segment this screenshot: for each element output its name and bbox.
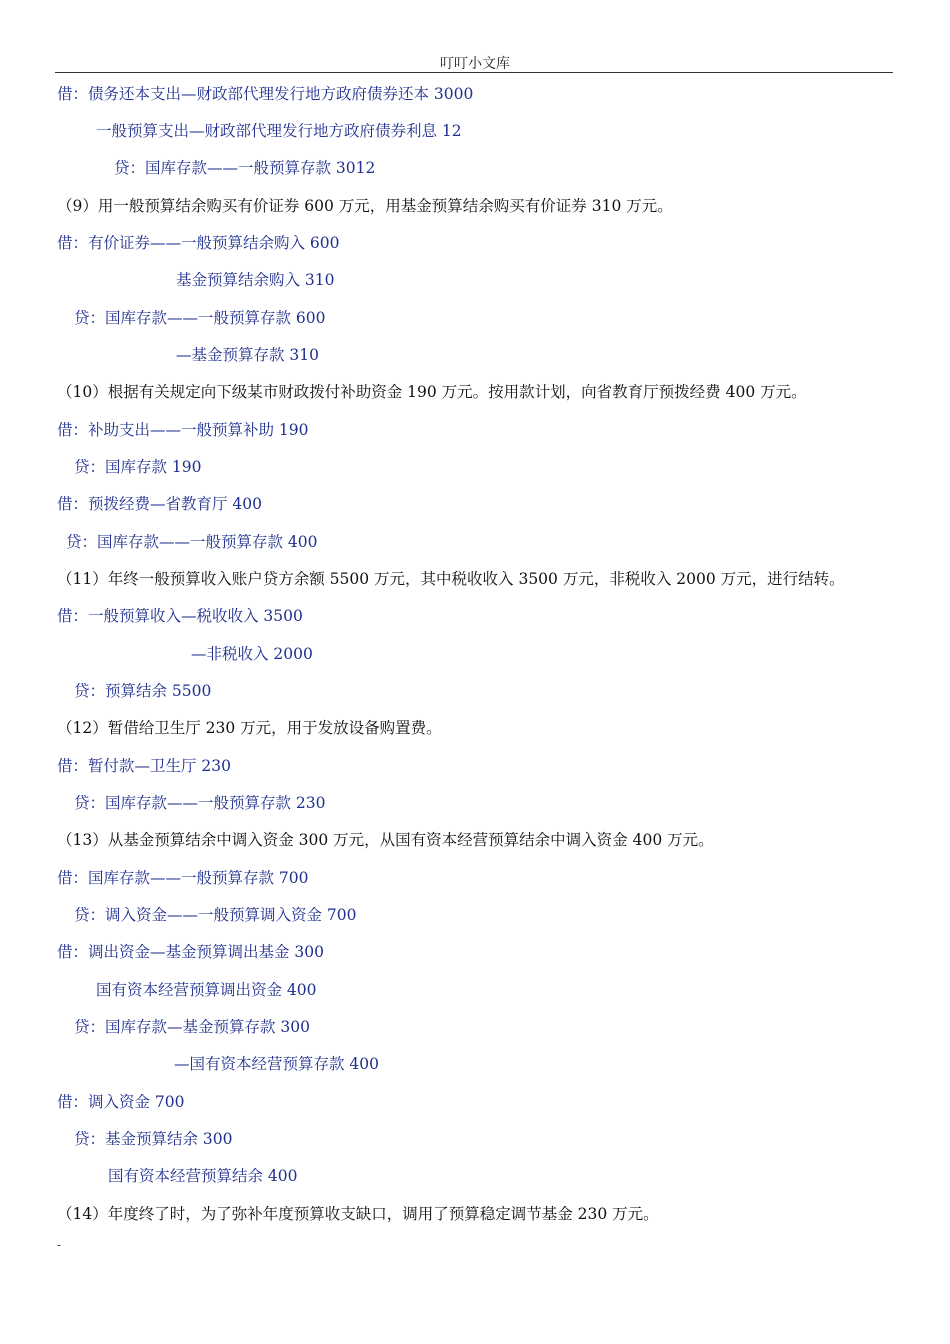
- journal-entry-line: 借：一般预算收入—税收收入 3500: [57, 607, 303, 625]
- journal-entry-line: 贷：国库存款——一般预算存款 230: [74, 794, 326, 812]
- journal-entry-line: 国有资本经营预算结余 400: [108, 1167, 298, 1185]
- journal-entry-line: 贷：调入资金——一般预算调入资金 700: [74, 906, 357, 924]
- problem-statement: （12）暂借给卫生厅 230 万元，用于发放设备购置费。: [57, 719, 442, 737]
- journal-entry-line: 借：债务还本支出—财政部代理发行地方政府债券还本 3000: [57, 85, 474, 103]
- problem-statement: （11）年终一般预算收入账户贷方余额 5500 万元，其中税收收入 3500 万元，非税收入 2000 万元，进行结转。: [57, 570, 845, 588]
- journal-entry-line: 贷：国库存款——一般预算存款 600: [74, 309, 326, 327]
- problem-statement: （14）年度终了时，为了弥补年度预算收支缺口，调用了预算稳定调节基金 230 万元。: [57, 1205, 659, 1223]
- journal-entry-line: 贷：国库存款—基金预算存款 300: [74, 1018, 311, 1036]
- problem-statement: （9）用一般预算结余购买有价证券 600 万元，用基金预算结余购买有价证券 310 万元。: [57, 197, 673, 215]
- problem-statement: （13）从基金预算结余中调入资金 300 万元，从国有资本经营预算结余中调入资金 400 万元。: [57, 831, 714, 849]
- journal-entry-line: 贷：国库存款 190: [74, 458, 202, 476]
- journal-entry-line: 贷：国库存款——一般预算存款 400: [66, 533, 318, 551]
- journal-entry-line: 一般预算支出—财政部代理发行地方政府债券利息 12: [96, 122, 462, 140]
- journal-entry-line: 贷：基金预算结余 300: [74, 1130, 233, 1148]
- journal-entry-line: 贷：国库存款——一般预算存款 3012: [114, 159, 376, 177]
- page-footer-mark: -: [57, 1238, 62, 1252]
- header-divider: [55, 72, 893, 73]
- problem-statement: （10）根据有关规定向下级某市财政拨付补助资金 190 万元。按用款计划，向省教育厅预拨经费 400 万元。: [57, 383, 807, 401]
- journal-entry-line: 借：有价证券——一般预算结余购入 600: [57, 234, 340, 252]
- journal-entry-line: —非税收入 2000: [191, 645, 313, 663]
- journal-entry-line: 国有资本经营预算调出资金 400: [96, 981, 317, 999]
- journal-entry-line: —国有资本经营预算存款 400: [174, 1055, 380, 1073]
- journal-entry-line: 贷：预算结余 5500: [74, 682, 212, 700]
- journal-entry-line: 借：暂付款—卫生厅 230: [57, 757, 232, 775]
- journal-entry-line: 借：补助支出——一般预算补助 190: [57, 421, 309, 439]
- journal-entry-line: 借：调入资金 700: [57, 1093, 185, 1111]
- journal-entry-line: 借：预拨经费—省教育厅 400: [57, 495, 263, 513]
- journal-entry-line: 借：国库存款——一般预算存款 700: [57, 869, 309, 887]
- page-header-title: 叮叮小文库: [440, 56, 510, 72]
- journal-entry-line: —基金预算存款 310: [176, 346, 320, 364]
- journal-entry-line: 借：调出资金—基金预算调出基金 300: [57, 943, 325, 961]
- journal-entry-line: 基金预算结余购入 310: [176, 271, 335, 289]
